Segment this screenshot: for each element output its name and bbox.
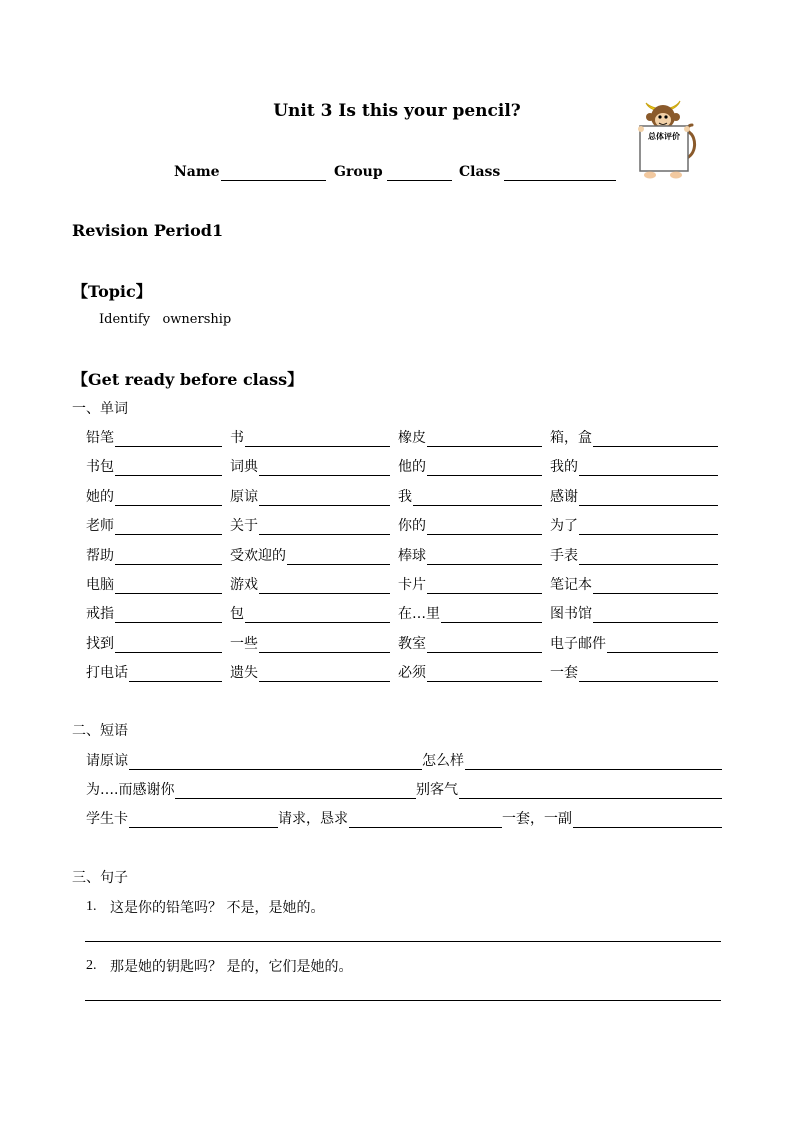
vocab-item: 老师 xyxy=(86,515,222,535)
class-blank[interactable] xyxy=(504,180,616,181)
phrase-item: 请求，恳求 xyxy=(278,808,502,828)
answer-blank[interactable] xyxy=(259,667,390,682)
answer-blank[interactable] xyxy=(115,461,222,476)
answer-blank[interactable] xyxy=(115,491,222,506)
phrases-heading: 二、短语 xyxy=(72,723,128,739)
vocab-item: 教室 xyxy=(398,633,542,653)
vocab-item: 书包 xyxy=(86,456,222,476)
answer-blank[interactable] xyxy=(259,491,390,506)
answer-blank[interactable] xyxy=(593,608,718,623)
answer-blank[interactable] xyxy=(349,813,502,828)
answer-blank[interactable] xyxy=(427,520,542,535)
vocab-item: 词典 xyxy=(230,456,390,476)
vocab-item: 一套 xyxy=(550,662,718,682)
vocab-item: 在…里 xyxy=(398,603,542,623)
phrase-item: 学生卡 xyxy=(86,808,278,828)
phrase-item: 请原谅 xyxy=(86,750,422,770)
answer-blank[interactable] xyxy=(259,461,390,476)
sentence-prompt: 那是她的钥匙吗？ 是的，它们是她的。 xyxy=(110,959,353,975)
monkey-evaluation-badge xyxy=(630,95,702,181)
badge-text: 总体评价 xyxy=(648,132,680,141)
answer-blank[interactable] xyxy=(441,608,542,623)
vocab-item: 图书馆 xyxy=(550,603,718,623)
class-label: Class xyxy=(459,164,501,180)
vocab-item: 铅笔 xyxy=(86,427,222,447)
answer-blank[interactable] xyxy=(115,608,222,623)
answer-blank[interactable] xyxy=(259,579,390,594)
sentence-number: 1. xyxy=(86,899,97,914)
name-label: Name xyxy=(174,164,220,180)
vocab-item: 卡片 xyxy=(398,574,542,594)
section-title: Revision Period1 xyxy=(72,221,224,240)
vocab-item: 包 xyxy=(230,603,390,623)
vocab-item: 找到 xyxy=(86,633,222,653)
topic-text: Identify ownership xyxy=(99,312,232,327)
vocab-item: 我 xyxy=(398,486,542,506)
group-label: Group xyxy=(334,164,383,180)
answer-blank[interactable] xyxy=(245,608,390,623)
vocab-item: 电脑 xyxy=(86,574,222,594)
vocab-item: 遗失 xyxy=(230,662,390,682)
vocab-item: 受欢迎的 xyxy=(230,545,390,565)
vocab-item: 必须 xyxy=(398,662,542,682)
words-heading: 一、单词 xyxy=(72,401,128,417)
answer-blank[interactable] xyxy=(579,491,718,506)
answer-blank[interactable] xyxy=(427,461,542,476)
sentence-prompt: 这是你的铅笔吗？ 不是，是她的。 xyxy=(110,900,325,916)
answer-blank[interactable] xyxy=(607,638,718,653)
group-blank[interactable] xyxy=(387,180,452,181)
vocab-item: 感谢 xyxy=(550,486,718,506)
page-title: Unit 3 Is this your pencil? xyxy=(273,101,521,121)
answer-blank[interactable] xyxy=(593,579,718,594)
answer-blank[interactable] xyxy=(259,638,390,653)
answer-blank[interactable] xyxy=(129,755,422,770)
sentence-answer-line[interactable] xyxy=(85,1000,721,1001)
answer-blank[interactable] xyxy=(413,491,542,506)
vocab-item: 你的 xyxy=(398,515,542,535)
sentences-heading: 三、句子 xyxy=(72,870,128,886)
answer-blank[interactable] xyxy=(115,550,222,565)
vocab-item: 箱，盒 xyxy=(550,427,718,447)
answer-blank[interactable] xyxy=(579,520,718,535)
answer-blank[interactable] xyxy=(115,579,222,594)
phrase-item: 别客气 xyxy=(416,779,722,799)
vocab-item: 一些 xyxy=(230,633,390,653)
answer-blank[interactable] xyxy=(427,667,542,682)
topic-heading: 【Topic】 xyxy=(72,282,152,301)
answer-blank[interactable] xyxy=(287,550,390,565)
vocab-item: 他的 xyxy=(398,456,542,476)
vocab-item: 打电话 xyxy=(86,662,222,682)
answer-blank[interactable] xyxy=(465,755,722,770)
answer-blank[interactable] xyxy=(579,550,718,565)
vocab-item: 关于 xyxy=(230,515,390,535)
name-blank[interactable] xyxy=(221,180,326,181)
answer-blank[interactable] xyxy=(427,579,542,594)
vocab-item: 棒球 xyxy=(398,545,542,565)
answer-blank[interactable] xyxy=(175,784,416,799)
answer-blank[interactable] xyxy=(593,432,718,447)
sentence-answer-line[interactable] xyxy=(85,941,721,942)
vocab-item: 电子邮件 xyxy=(550,633,718,653)
answer-blank[interactable] xyxy=(427,638,542,653)
answer-blank[interactable] xyxy=(115,638,222,653)
answer-blank[interactable] xyxy=(245,432,390,447)
phrase-item: 为….而感谢你 xyxy=(86,779,416,799)
answer-blank[interactable] xyxy=(427,550,542,565)
answer-blank[interactable] xyxy=(459,784,722,799)
sentence-number: 2. xyxy=(86,958,97,973)
vocab-item: 游戏 xyxy=(230,574,390,594)
vocab-item: 帮助 xyxy=(86,545,222,565)
vocab-item: 她的 xyxy=(86,486,222,506)
get-ready-heading: 【Get ready before class】 xyxy=(72,370,304,389)
vocab-item: 原谅 xyxy=(230,486,390,506)
vocab-item: 橡皮 xyxy=(398,427,542,447)
answer-blank[interactable] xyxy=(573,813,722,828)
answer-blank[interactable] xyxy=(129,813,278,828)
phrase-item: 一套，一副 xyxy=(502,808,722,828)
answer-blank[interactable] xyxy=(115,520,222,535)
vocab-item: 我的 xyxy=(550,456,718,476)
vocab-item: 为了 xyxy=(550,515,718,535)
vocab-item: 笔记本 xyxy=(550,574,718,594)
answer-blank[interactable] xyxy=(579,461,718,476)
answer-blank[interactable] xyxy=(259,520,390,535)
answer-blank[interactable] xyxy=(427,432,542,447)
phrase-item: 怎么样 xyxy=(422,750,722,770)
answer-blank[interactable] xyxy=(129,667,222,682)
answer-blank[interactable] xyxy=(115,432,222,447)
answer-blank[interactable] xyxy=(579,667,718,682)
vocab-item: 戒指 xyxy=(86,603,222,623)
vocab-item: 手表 xyxy=(550,545,718,565)
vocab-item: 书 xyxy=(230,427,390,447)
